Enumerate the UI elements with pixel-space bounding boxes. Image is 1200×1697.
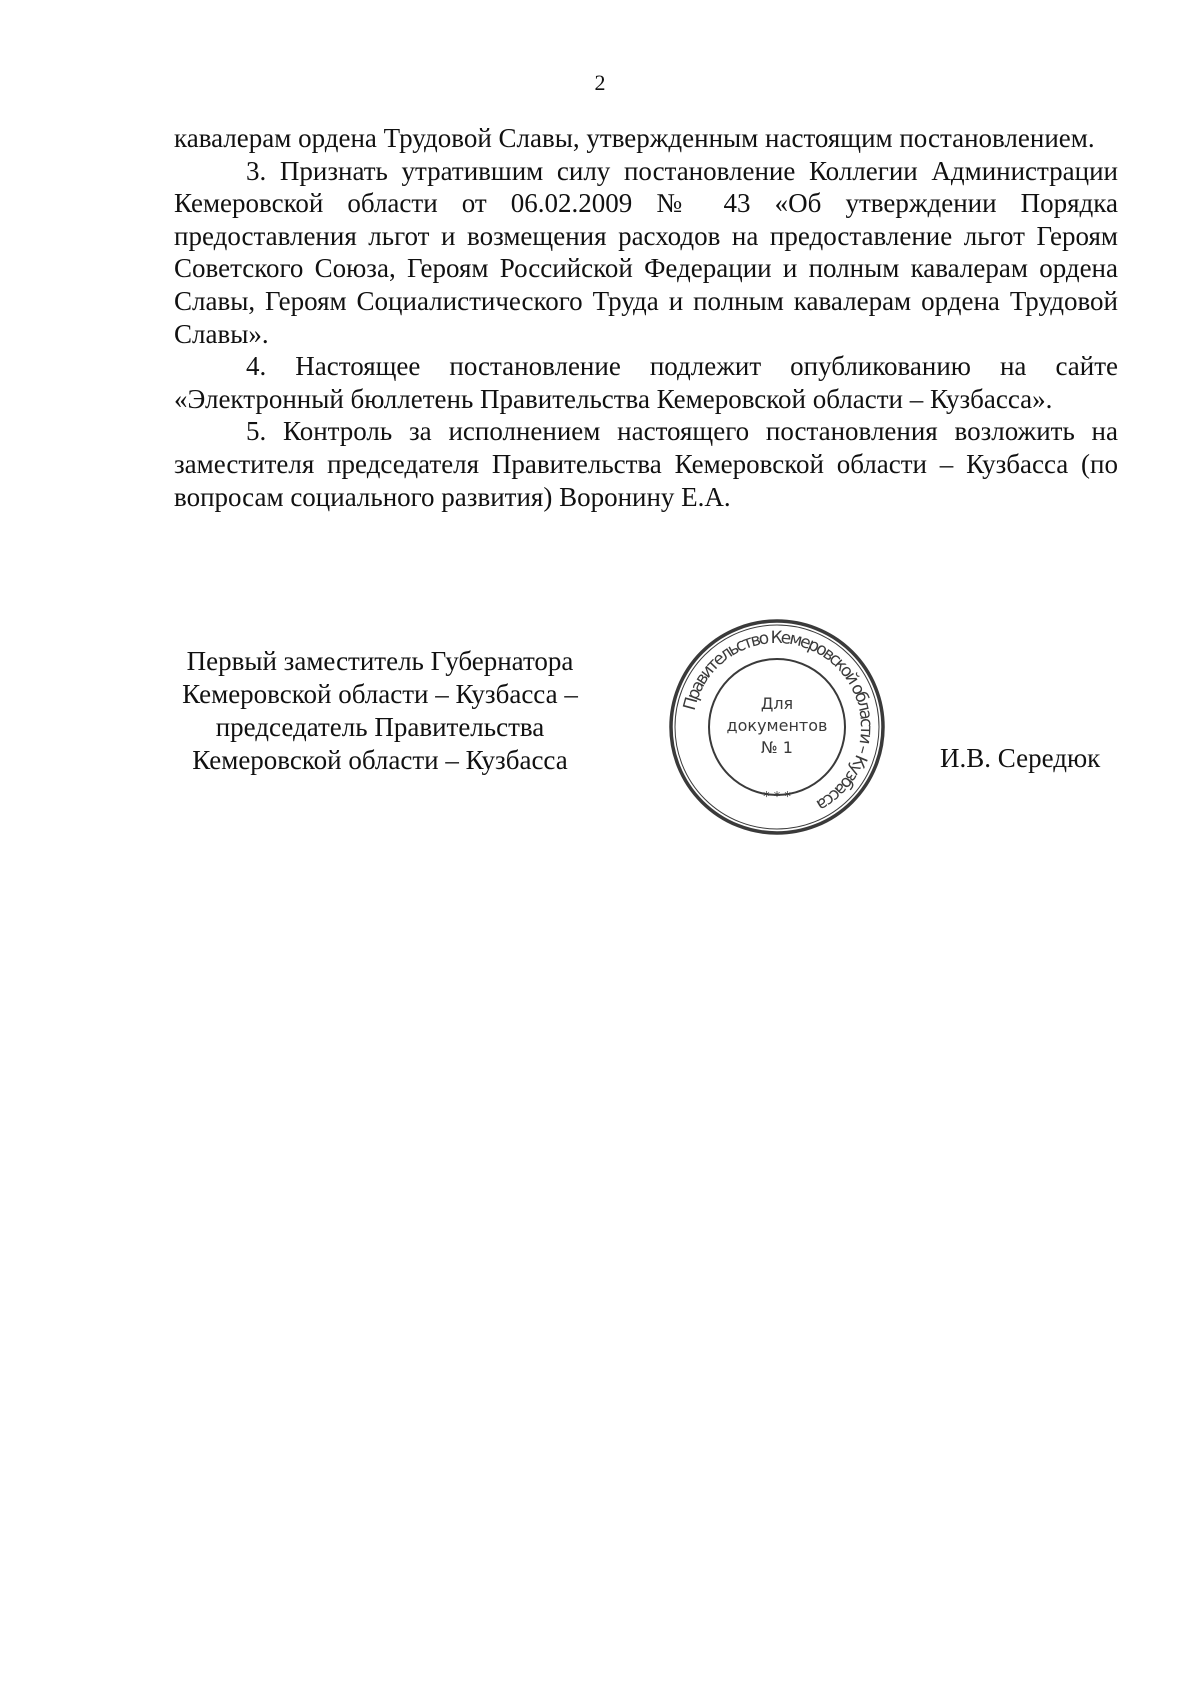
signature-position-block: [150, 645, 610, 777]
paragraph-continuation: кавалерам ордена Трудовой Славы, утвержденным настоящим постановлением.: [174, 123, 1095, 153]
stamp-ring-text: Правительство Кемеровской области – Кузбасса: [679, 627, 877, 815]
stamp-center-line: Для: [760, 694, 794, 713]
paragraph-item-5: 5. Контроль за исполнением настоящего постановления возложить на заместителя председателя Правительства Кемеровской области – Кузбасса (по вопросам социального развития) Воронину Е.А.: [174, 416, 1118, 512]
document-body: [174, 122, 1118, 513]
stamp-stars: * * *: [763, 790, 791, 805]
signer-name: И.В. Середюк: [940, 743, 1101, 773]
page-number: 2: [594, 70, 606, 95]
signature-position-line: Кемеровской области – Кузбасса: [192, 745, 568, 775]
stamp-center-line: № 1: [761, 738, 793, 757]
official-seal-stamp: [665, 615, 889, 839]
signature-position-line: Кемеровской области – Кузбасса –: [182, 679, 578, 709]
paragraph-item-3: 3. Признать утратившим силу постановление Коллегии Администрации Кемеровской области от 06.02.2009 № 43 «Об утверждении Порядка предоставления льгот и возмещения расходов на предоставление льгот Героям Советского Союза, Героям Российской Федерации и полным кавалерам ордена Славы, Героям Социалистического Труда и полным кавалерам ордена Трудовой Славы».: [174, 155, 1118, 349]
stamp-center-line: документов: [726, 716, 828, 735]
paragraph-item-4: 4. Настоящее постановление подлежит опубликованию на сайте «Электронный бюллетень Правительства Кемеровской области – Кузбасса».: [174, 351, 1118, 414]
signature-position-line: Первый заместитель Губернатора: [186, 646, 574, 676]
signature-position-line: председатель Правительства: [215, 712, 545, 742]
